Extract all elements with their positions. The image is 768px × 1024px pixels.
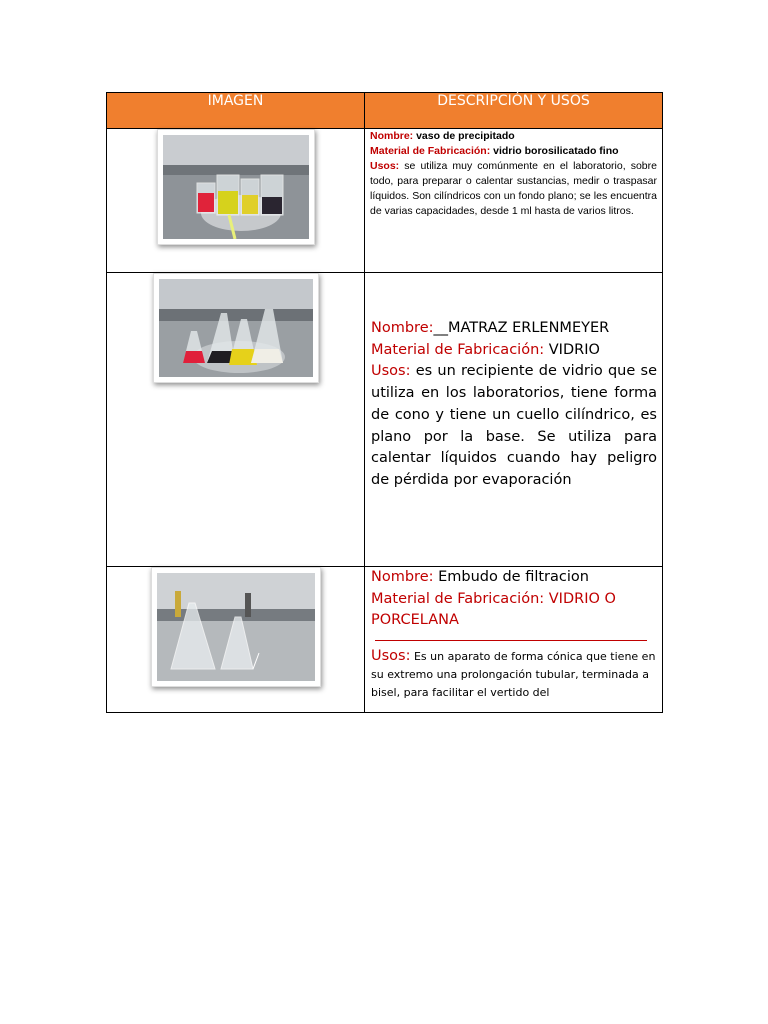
image-cell bbox=[107, 129, 365, 273]
table-row bbox=[107, 129, 663, 273]
description-text bbox=[365, 567, 662, 702]
name-value: __MATRAZ ERLENMEYER bbox=[433, 320, 610, 336]
image-cell bbox=[107, 273, 365, 567]
name-value: Embudo de filtracion bbox=[433, 569, 589, 585]
header-image: IMAGEN bbox=[107, 93, 365, 129]
separator-line bbox=[375, 640, 647, 641]
material-value: vidrio borosilicatado fino bbox=[490, 145, 619, 157]
name-label: Nombre: bbox=[371, 569, 434, 585]
table-row bbox=[107, 273, 663, 567]
lab-materials-table bbox=[106, 92, 663, 713]
material-label: Material de Fabricación: bbox=[371, 590, 545, 607]
header-description: DESCRIPCIÓN Y USOS bbox=[365, 93, 663, 129]
uses-label: Usos: bbox=[371, 647, 411, 664]
material-label: Material de Fabricación: bbox=[370, 145, 491, 157]
description-cell bbox=[365, 567, 663, 713]
description-text bbox=[365, 273, 662, 492]
name-label: Nombre: bbox=[371, 320, 434, 336]
material-value: VIDRIO O PORCELANA bbox=[371, 590, 616, 628]
material-value: VIDRIO bbox=[544, 341, 600, 358]
uses-value: se utiliza muy comúnmente en el laboratorio, sobre todo, para preparar o calentar sustancias, medir o traspasar líquidos. Son cilíndricos con un fondo plano; se les encuentra de varias capacidades, desde 1 ml hasta de varios litros. bbox=[370, 160, 657, 217]
name-value: vaso de precipitado bbox=[413, 130, 515, 142]
uses-value: Es un aparato de forma cónica que tiene en su extremo una prolongación tubular, terminada a bisel, para facilitar el vertido del bbox=[371, 649, 656, 699]
name-label: Nombre: bbox=[370, 130, 414, 142]
table-row bbox=[107, 567, 663, 713]
material-label: Material de Fabricación: bbox=[371, 341, 545, 358]
uses-label: Usos: bbox=[371, 363, 411, 380]
description-cell bbox=[365, 273, 663, 567]
uses-value: es un recipiente de vidrio que se utiliza en los laboratorios, tiene forma de cono y tiene un cuello cilíndrico, es plano por la base. Se utiliza para calentar líquidos cuando hay peligro de pérdida por evaporación bbox=[371, 363, 657, 488]
beaker-photo bbox=[157, 129, 315, 245]
uses-label: Usos: bbox=[370, 160, 400, 172]
erlenmeyer-flask-photo bbox=[153, 273, 319, 383]
description-cell bbox=[365, 129, 663, 273]
description-text bbox=[365, 129, 662, 219]
image-cell bbox=[107, 567, 365, 713]
filter-funnel-photo bbox=[151, 567, 321, 687]
